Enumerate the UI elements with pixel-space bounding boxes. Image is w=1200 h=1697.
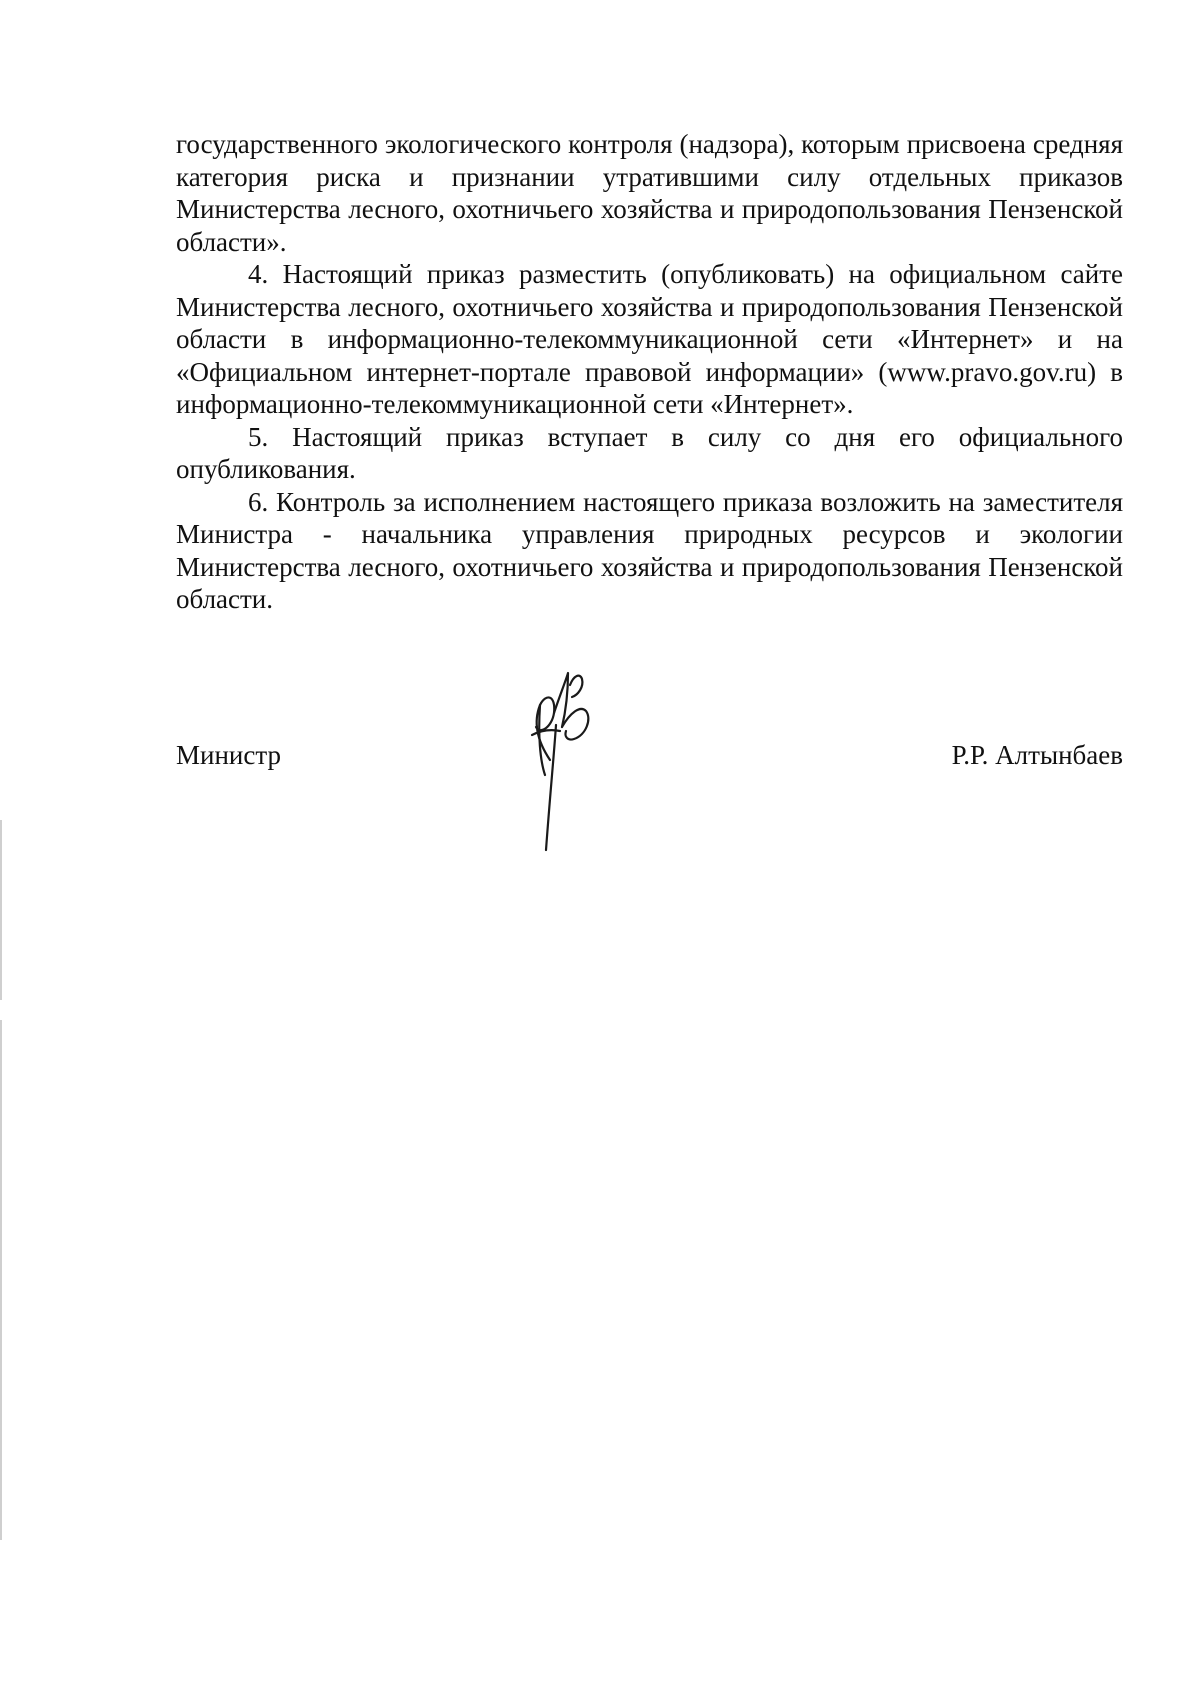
paragraph-item-6: 6. Контроль за исполнением настоящего приказа возложить на заместителя Министра - начальника управления природных ресурсов и экологии Министерства лесного, охотничьего хозяйства и природопользования Пензенской области. [176, 486, 1123, 614]
signer-name: Р.Р. Алтынбаев [951, 740, 1123, 770]
handwritten-signature [510, 665, 620, 865]
signer-position: Министр [176, 740, 281, 770]
signature-block [176, 740, 1123, 780]
paragraph-item-4: 4. Настоящий приказ разместить (опубликовать) на официальном сайте Министерства лесного, охотничьего хозяйства и природопользования Пензенской области в информационно-телекоммуникационной сети «Интернет» и на «Официальном интернет-портале правовой информации» (www.pravo.gov.ru) в информационно-телекоммуникационной сети «Интернет». [176, 259, 1123, 419]
scan-edge-mark [0, 1020, 2, 1540]
document-body [176, 128, 1123, 616]
scan-edge-mark [0, 820, 2, 1000]
paragraph-continuation: государственного экологического контроля (надзора), которым присвоена средняя категория риска и признании утратившими силу отдельных приказов Министерства лесного, охотничьего хозяйства и природопользования Пензенской области». [176, 129, 1123, 257]
paragraph-item-5: 5. Настоящий приказ вступает в силу со дня его официального опубликования. [176, 421, 1123, 484]
